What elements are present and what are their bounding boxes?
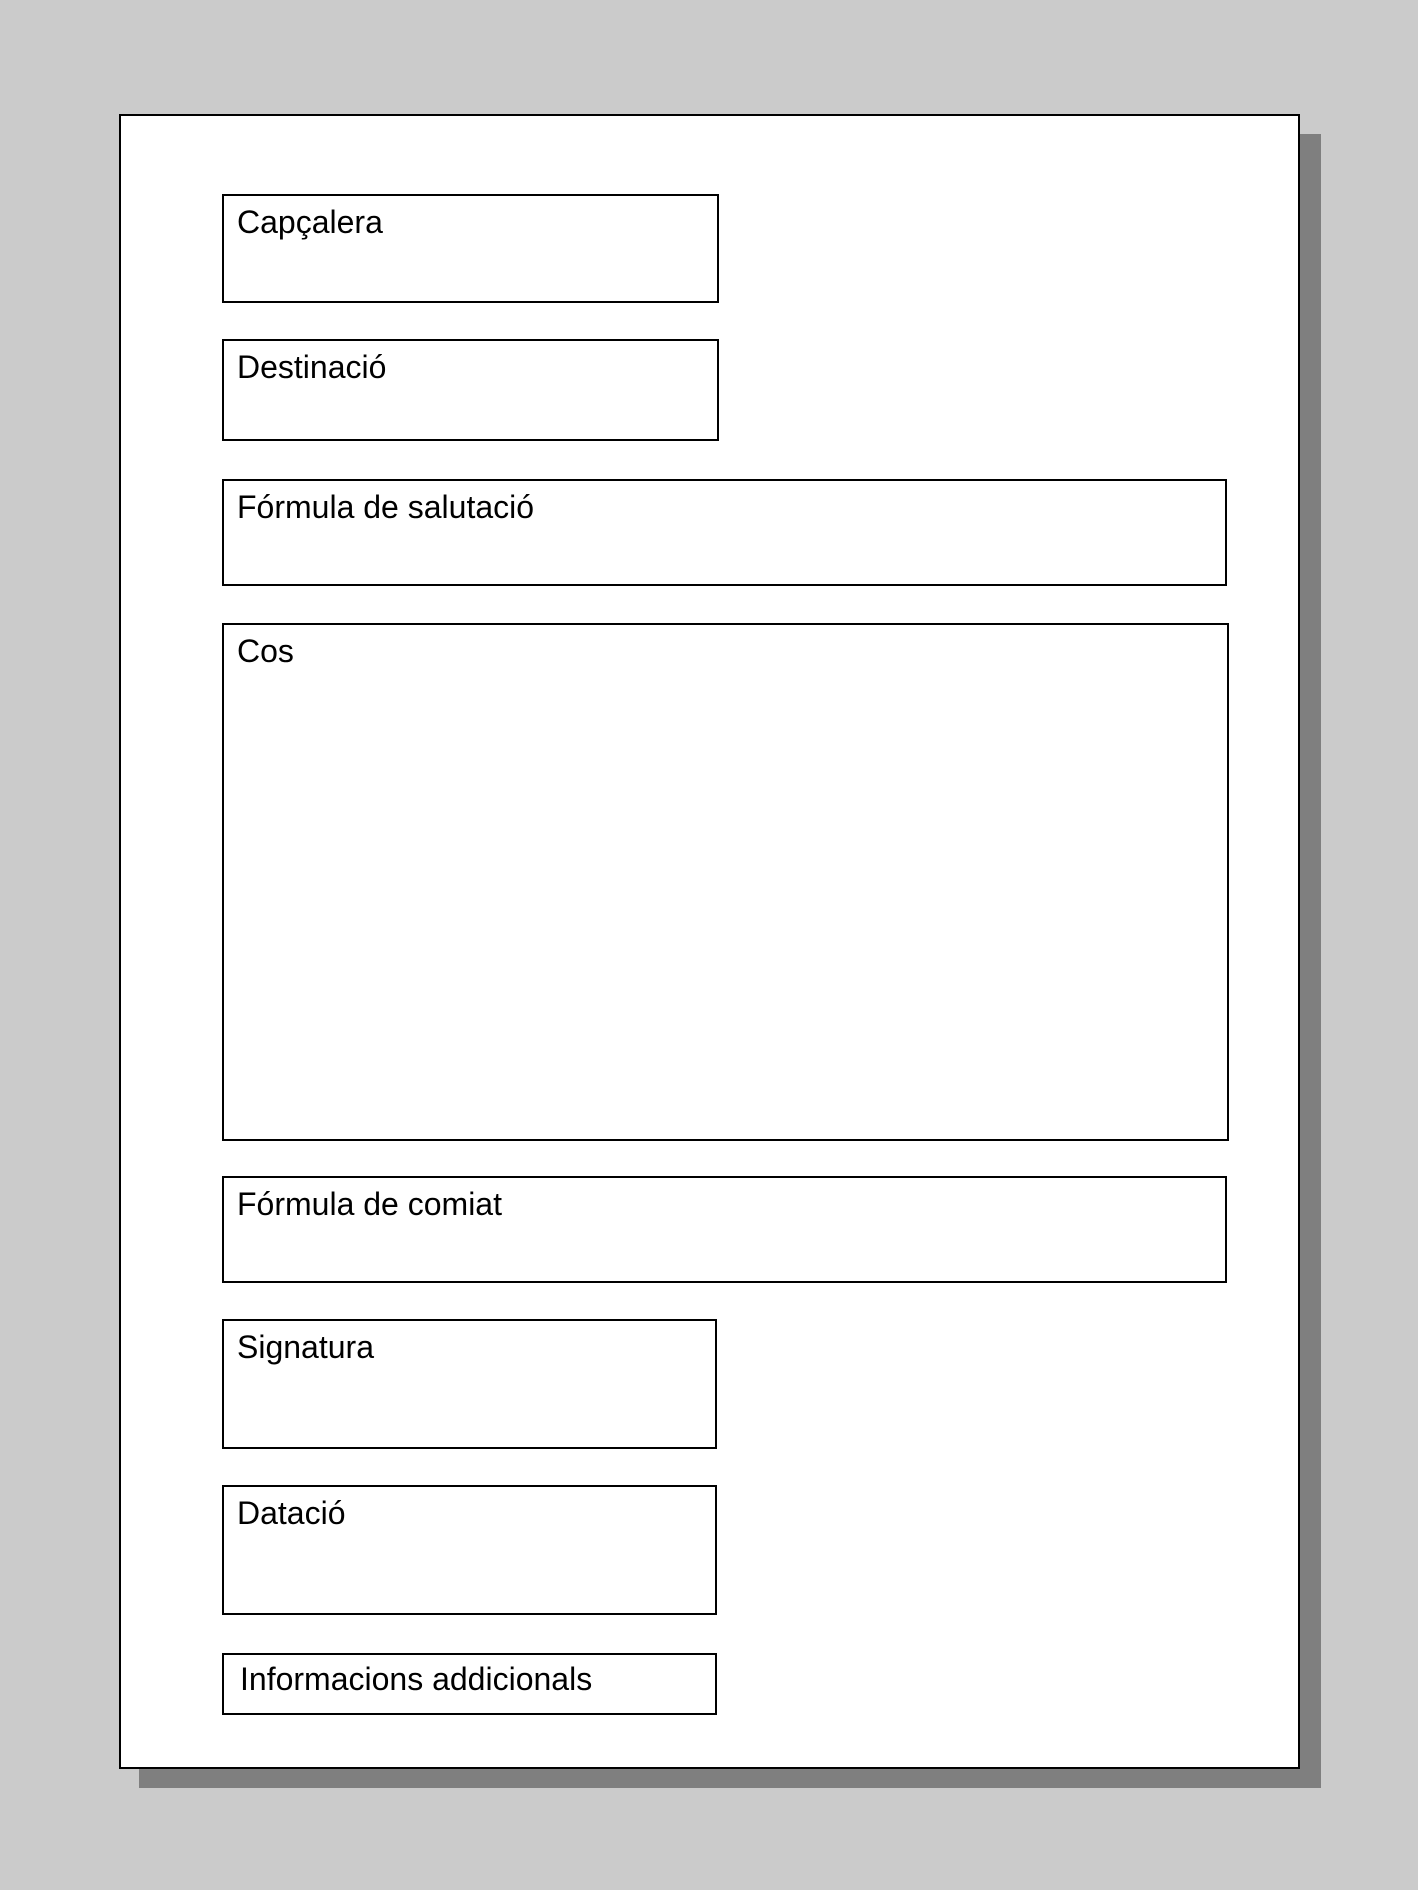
section-additional-info-label: Informacions addicionals xyxy=(240,1661,593,1697)
section-recipient-label: Destinació xyxy=(237,349,387,385)
section-date xyxy=(222,1485,717,1615)
section-closing xyxy=(222,1176,1227,1283)
section-salutation-label: Fórmula de salutació xyxy=(237,489,535,525)
section-header xyxy=(222,194,719,303)
letter-page xyxy=(119,114,1300,1769)
section-signature-label: Signatura xyxy=(237,1329,374,1365)
section-salutation xyxy=(222,479,1227,586)
section-date-label: Datació xyxy=(237,1495,346,1531)
section-signature xyxy=(222,1319,717,1449)
section-header-label: Capçalera xyxy=(237,204,383,240)
section-body xyxy=(222,623,1229,1141)
section-additional-info xyxy=(222,1653,717,1715)
section-recipient xyxy=(222,339,719,441)
section-closing-label: Fórmula de comiat xyxy=(237,1186,502,1222)
section-body-label: Cos xyxy=(237,633,294,669)
